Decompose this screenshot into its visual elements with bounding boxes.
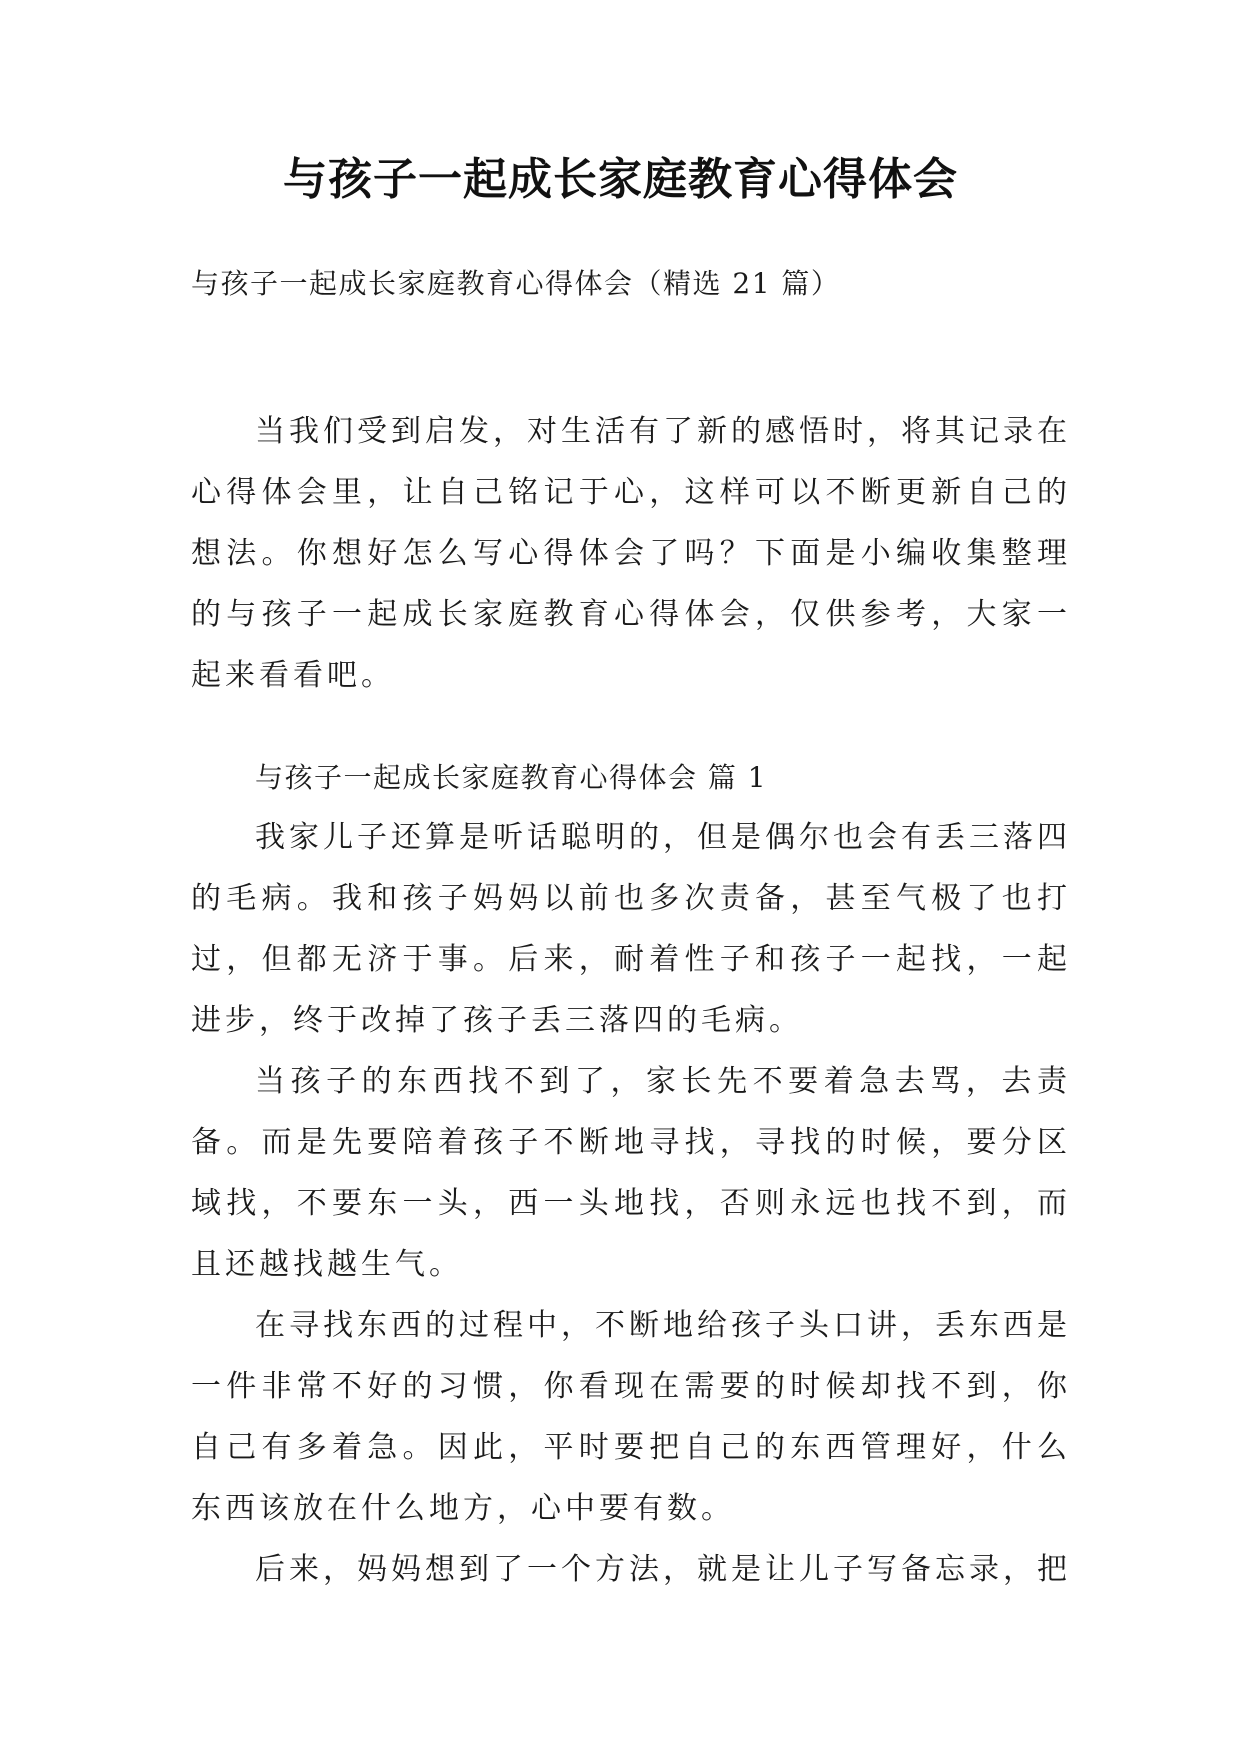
document-subtitle: 与孩子一起成长家庭教育心得体会（精选 21 篇） <box>191 267 841 300</box>
intro-section <box>191 401 1071 706</box>
intro-paragraph: 当我们受到启发，对生活有了新的感悟时，将其记录在心得体会里，让自己铭记于心，这样可以不断更新自己的想法。你想好怎么写心得体会了吗？下面是小编收集整理的与孩子一起成长家庭教育心得体会，仅供参考，大家一起来看看吧。 <box>191 414 1071 693</box>
section-1-body <box>191 807 1071 1600</box>
section-1-paragraph-1: 我家儿子还算是听话聪明的，但是偶尔也会有丢三落四的毛病。我和孩子妈妈以前也多次责备，甚至气极了也打过，但都无济于事。后来，耐着性子和孩子一起找，一起进步，终于改掉了孩子丢三落四的毛病。 <box>191 820 1071 1038</box>
section-1-heading: 与孩子一起成长家庭教育心得体会 篇 1 <box>255 761 768 794</box>
section-1-paragraph-4: 后来，妈妈想到了一个方法，就是让儿子写备忘录，把 <box>255 1552 1071 1587</box>
document-title: 与孩子一起成长家庭教育心得体会 <box>283 154 958 205</box>
section-1-paragraph-3: 在寻找东西的过程中，不断地给孩子头口讲，丢东西是一件非常不好的习惯，你看现在需要的时候却找不到，你自己有多着急。因此，平时要把自己的东西管理好，什么东西该放在什么地方，心中要有数。 <box>191 1308 1071 1526</box>
section-1-paragraph-2: 当孩子的东西找不到了，家长先不要着急去骂，去责备。而是先要陪着孩子不断地寻找，寻找的时候，要分区域找，不要东一头，西一头地找，否则永远也找不到，而且还越找越生气。 <box>191 1064 1071 1282</box>
